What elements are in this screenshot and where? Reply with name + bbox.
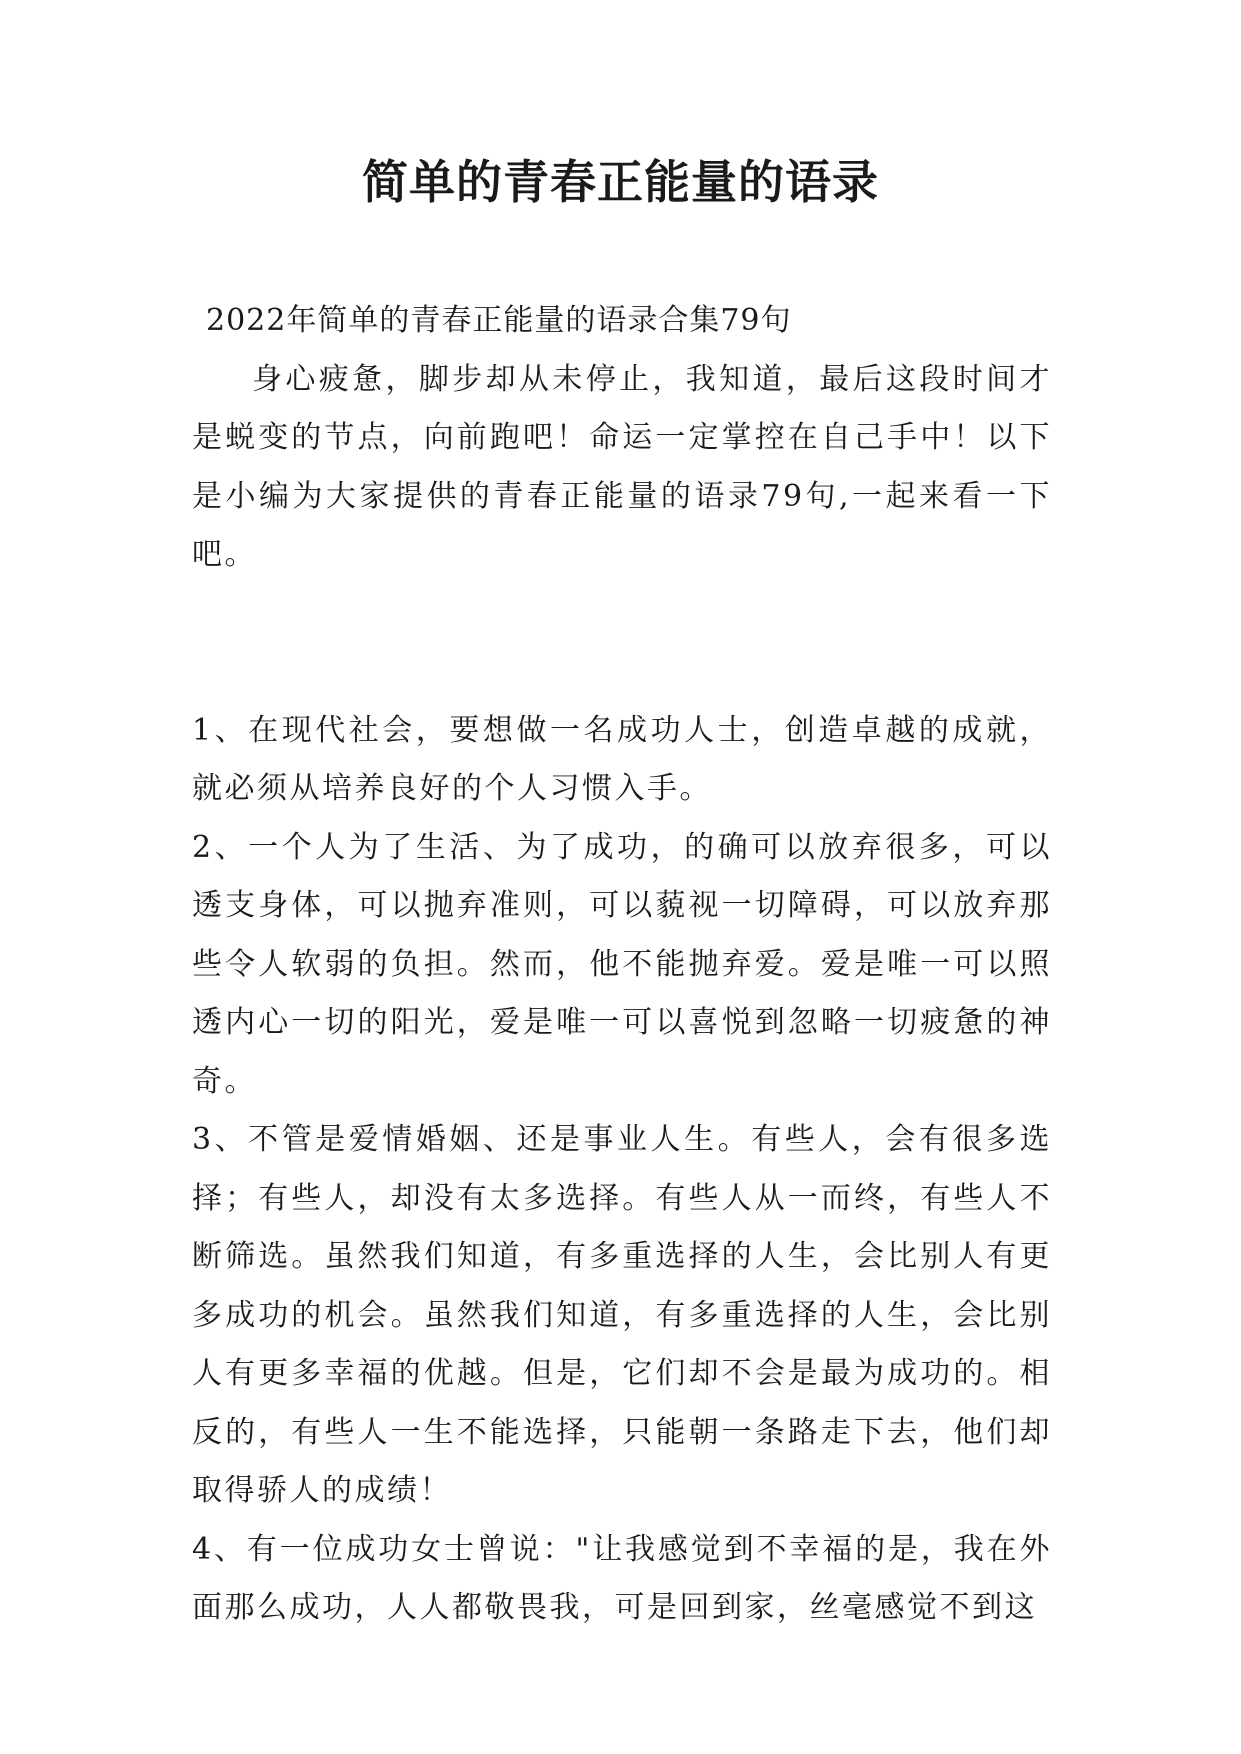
quote-item-3: 3、不管是爱情婚姻、还是事业人生。有些人，会有很多选择；有些人，却没有太多选择。有些人从一而终，有些人不断筛选。虽然我们知道，有多重选择的人生，会比别人有更多成功的机会。虽然我们知道，有多重选择的人生，会比别人有更多幸福的优越。但是，它们却不会是最为成功的。相反的，有些人一生不能选择，只能朝一条路走下去，他们却取得骄人的成绩！	[192, 1122, 1052, 1508]
intro-paragraph: 身心疲惫，脚步却从未停止，我知道，最后这段时间才是蜕变的节点，向前跑吧！命运一定掌控在自己手中！以下是小编为大家提供的青春正能量的语录79句,一起来看一下吧。	[192, 361, 1052, 572]
quote-item-4: 4、有一位成功女士曾说："让我感觉到不幸福的是，我在外面那么成功，人人都敬畏我，可是回到家，丝毫感觉不到这	[192, 1531, 1052, 1625]
quote-item-2: 2、一个人为了生活、为了成功，的确可以放弃很多，可以透支身体，可以抛弃准则，可以藐视一切障碍，可以放弃那些令人软弱的负担。然而，他不能抛弃爱。爱是唯一可以照透内心一切的阳光，爱是唯一可以喜悦到忽略一切疲惫的神奇。	[192, 829, 1052, 1099]
quote-item-1: 1、在现代社会，要想做一名成功人士，创造卓越的成就，就必须从培养良好的个人习惯入手。	[192, 712, 1052, 806]
paragraph-gap	[192, 585, 1052, 702]
document-subtitle: 2022年简单的青春正能量的语录合集79句	[206, 303, 792, 338]
document-title: 简单的青春正能量的语录	[362, 155, 879, 209]
document-body	[192, 292, 1052, 1638]
